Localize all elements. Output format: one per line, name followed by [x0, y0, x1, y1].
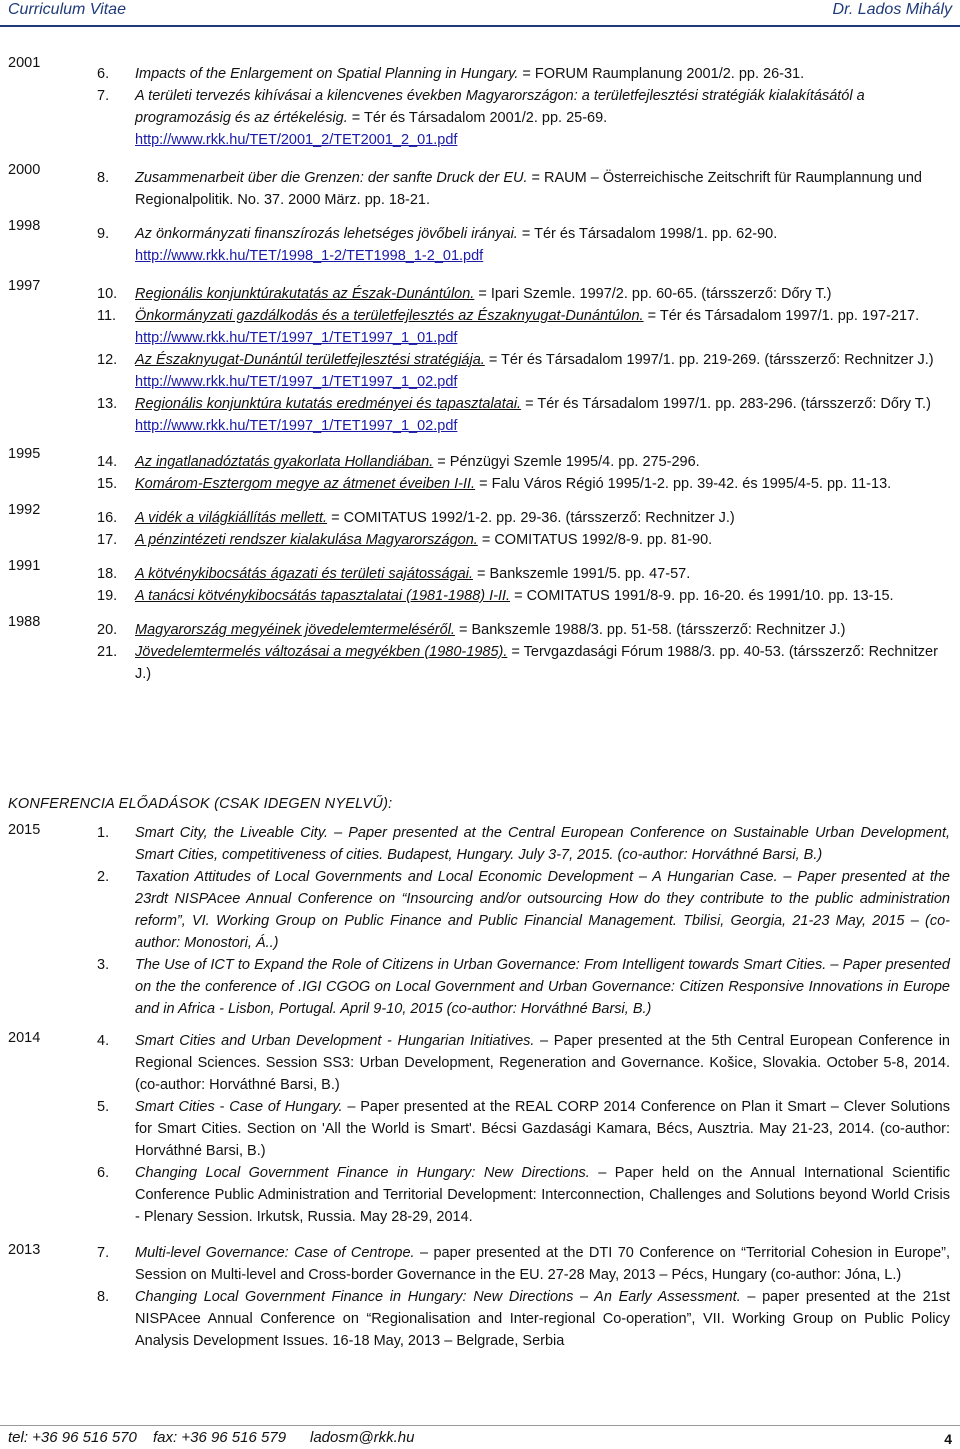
- page-number: 4: [944, 1431, 952, 1447]
- publication-item: [97, 507, 950, 529]
- conference-title: The Use of ICT to Expand the Role of Citizens in Urban Governance: From Intelligent towards Smart Cities.: [135, 957, 827, 973]
- publication-title: Önkormányzati gazdálkodás és a területfejlesztés az Északnyugat-Dunántúlon.: [135, 308, 644, 324]
- item-number: 2.: [97, 869, 110, 885]
- footer-email[interactable]: ladosm@rkk.hu: [310, 1429, 415, 1446]
- publication-title: Jövedelemtermelés változásai a megyékben (1980-1985).: [135, 644, 508, 660]
- conference-title: Smart Cities and Urban Development - Hungarian Initiatives.: [135, 1033, 535, 1049]
- item-number: 17.: [97, 532, 118, 548]
- item-number: 7.: [97, 1245, 110, 1261]
- publication-item: [97, 283, 950, 305]
- item-number: 6.: [97, 1165, 110, 1181]
- conference-details: – Paper presented at the 23rdt NISPAcee Annual Conference on “Insourcing and/or outsourcing How do they contribute to the public administration reform”, VI. Working Group on Public Finance and Public Financial Management. Tbilisi, Georgia, 21-23 May, 2015 – (co-author: Monostori, Á..): [135, 869, 950, 951]
- publication-source: = COMITATUS 1992/8-9. pp. 81-90.: [477, 532, 713, 548]
- conference-item: [97, 866, 950, 954]
- publication-title: Regionális konjunktúra kutatás eredményei és tapasztalatai.: [135, 396, 522, 412]
- conference-item: [97, 954, 950, 1020]
- conference-title: Changing Local Government Finance in Hungary: New Directions – An Early Assessment.: [135, 1289, 741, 1305]
- publication-item: [97, 85, 950, 151]
- publication-item: [97, 473, 950, 495]
- publication-title: Az önkormányzati finanszírozás lehetséges jövőbeli irányai.: [135, 226, 518, 242]
- year-label: 2000: [8, 162, 41, 178]
- conference-details: – Paper held on the Annual International Scientific Conference Public Administration and Territorial Development: Interconnection, Challenges and Solutions beyond World Crisis - Plenary Session. Irkutsk, Russia. May 28-29, 2014.: [135, 1165, 950, 1225]
- footer-phone: tel: +36 96 516 570: [8, 1429, 137, 1446]
- conference-details: – Paper presented at the 5th Central European Conference in Regional Sciences. Session SS3: Urban Development, Regeneration and Governance. Košice, Slovakia. October 5-8, 2014. (co-author: Horváthné Barsi, B.): [135, 1033, 950, 1093]
- publication-link[interactable]: http://www.rkk.hu/TET/1997_1/TET1997_1_02.pdf: [135, 418, 458, 434]
- publication-title: Az Északnyugat-Dunántúl területfejlesztési stratégiája.: [135, 352, 485, 368]
- item-number: 4.: [97, 1033, 110, 1049]
- footer-fax: fax: +36 96 516 579: [153, 1429, 287, 1446]
- item-number: 21.: [97, 644, 118, 660]
- year-group: [0, 55, 960, 151]
- item-number: 18.: [97, 566, 118, 582]
- conference-details: – paper presented at the 21st NISPAcee Annual Conference on “Regionalisation and Inter-regional Co-operation”, VII. Working Group on Public Policy Analysis Development Issues. 16-18 May, 2013 – Belgrade, Serbia: [135, 1289, 950, 1349]
- item-number: 8.: [97, 170, 110, 186]
- year-label: 2001: [8, 55, 41, 71]
- footer-divider: [0, 1425, 960, 1426]
- year-label: 1995: [8, 446, 41, 462]
- publication-item: [97, 305, 950, 349]
- publication-item: [97, 349, 950, 393]
- publication-title: Komárom-Esztergom megye az átmenet éveiben I-II.: [135, 476, 476, 492]
- publication-title: Zusammenarbeit über die Grenzen: der sanfte Druck der EU.: [135, 170, 528, 186]
- item-number: 20.: [97, 622, 118, 638]
- conference-details: – Paper presented on the the conference of .IGI CGOG on Local Government and Urban Governance: Citizen Responsive Innovations in Europe and in Africa - Lisbon, Portugal. April 9-10, 2015 (co-author: Horváthné Barsi, B.): [135, 957, 950, 1017]
- item-number: 16.: [97, 510, 118, 526]
- publication-source: = COMITATUS 1991/8-9. pp. 16-20. és 1991/10. pp. 13-15.: [510, 588, 894, 604]
- item-number: 9.: [97, 226, 110, 242]
- year-group: [0, 278, 960, 437]
- item-number: 15.: [97, 476, 118, 492]
- year-label: 2015: [8, 822, 41, 838]
- publication-source: = Bankszemle 1988/3. pp. 51-58. (társszerző: Rechnitzer J.): [454, 622, 846, 638]
- conference-item: [97, 1030, 950, 1096]
- publications-list: [0, 27, 960, 685]
- item-number: 6.: [97, 66, 110, 82]
- publication-source: = Tér és Társadalom 1997/1. pp. 197-217.: [643, 308, 920, 324]
- publication-title: Impacts of the Enlargement on Spatial Planning in Hungary.: [135, 66, 519, 82]
- publication-source: = Tér és Társadalom 1998/1. pp. 62-90.: [517, 226, 778, 242]
- year-group: [0, 558, 960, 607]
- item-number: 3.: [97, 957, 110, 973]
- conference-title: Smart City, the Liveable City.: [135, 825, 329, 841]
- publication-title: Regionális konjunktúrakutatás az Észak-Dunántúlon.: [135, 286, 475, 302]
- publication-link[interactable]: http://www.rkk.hu/TET/2001_2/TET2001_2_01.pdf: [135, 132, 458, 148]
- publication-link[interactable]: http://www.rkk.hu/TET/1998_1-2/TET1998_1-2_01.pdf: [135, 248, 484, 264]
- publication-source: = FORUM Raumplanung 2001/2. pp. 26-31.: [518, 66, 805, 82]
- item-number: 5.: [97, 1099, 110, 1115]
- publication-item: [97, 619, 950, 641]
- year-group: [0, 502, 960, 551]
- publication-item: [97, 167, 950, 211]
- year-group: [0, 614, 960, 685]
- publication-source: = Falu Város Régió 1995/1-2. pp. 39-42. és 1995/4-5. pp. 11-13.: [475, 476, 892, 492]
- year-group: [0, 218, 960, 267]
- item-number: 8.: [97, 1289, 110, 1305]
- conference-item: [97, 1162, 950, 1228]
- item-number: 1.: [97, 825, 110, 841]
- publication-source: = Bankszemle 1991/5. pp. 47-57.: [472, 566, 691, 582]
- conference-list: [0, 822, 960, 1352]
- conference-title: Changing Local Government Finance in Hungary: New Directions.: [135, 1165, 590, 1181]
- publication-title: A kötvénykibocsátás ágazati és területi sajátosságai.: [135, 566, 473, 582]
- conference-item: [97, 822, 950, 866]
- conference-title: Smart Cities - Case of Hungary.: [135, 1099, 343, 1115]
- conference-title: Multi-level Governance: Case of Centrope.: [135, 1245, 415, 1261]
- publication-item: [97, 63, 950, 85]
- conference-title: Taxation Attitudes of Local Governments and Local Economic Development – A Hungarian Case.: [135, 869, 778, 885]
- conference-year-group: [0, 822, 960, 1020]
- publication-title: A pénzintézeti rendszer kialakulása Magyarországon.: [135, 532, 478, 548]
- header-title: Curriculum Vitae: [8, 1, 126, 18]
- item-number: 7.: [97, 88, 110, 104]
- publication-source: = Tervgazdasági Fórum 1988/3. pp. 40-53. (társszerző: Rechnitzer J.): [135, 644, 938, 682]
- publication-link[interactable]: http://www.rkk.hu/TET/1997_1/TET1997_1_02.pdf: [135, 374, 458, 390]
- publication-source: = RAUM – Österreichische Zeitschrift für Raumplannung und Regionalpolitik. No. 37. 2000 März. pp. 18-21.: [135, 170, 922, 208]
- publication-title: A vidék a világkiállítás mellett.: [135, 510, 328, 526]
- publication-source: = Ipari Szemle. 1997/2. pp. 60-65. (társszerző: Dőry T.): [474, 286, 832, 302]
- item-number: 19.: [97, 588, 118, 604]
- publication-item: [97, 641, 950, 685]
- publication-source: = Tér és Társadalom 1997/1. pp. 283-296. (társszerző: Dőry T.): [521, 396, 931, 412]
- publication-item: [97, 393, 950, 437]
- publication-title: Magyarország megyéinek jövedelemtermeléséről.: [135, 622, 455, 638]
- item-number: 13.: [97, 396, 118, 412]
- year-group: [0, 446, 960, 495]
- publication-source: = Tér és Társadalom 2001/2. pp. 25-69.: [347, 110, 608, 126]
- conference-details: – paper presented at the DTI 70 Conference on “Territorial Cohesion in Europe”, Session on Multi-level and Cross-border Governance in the EU. 27-28 May, 2013 – Pécs, Hungary (co-author: Jóna, L.): [135, 1245, 950, 1283]
- publication-title: A területi tervezés kihívásai a kilencvenes években Magyarországon: a területfejlesztési stratégiák kialakításától a programozásig és az értékelésig.: [135, 88, 865, 126]
- year-label: 2014: [8, 1030, 41, 1046]
- conference-item: [97, 1242, 950, 1286]
- conference-item: [97, 1286, 950, 1352]
- year-label: 1997: [8, 278, 41, 294]
- publication-source: = Pénzügyi Szemle 1995/4. pp. 275-296.: [433, 454, 700, 470]
- conference-year-group: [0, 1242, 960, 1352]
- item-number: 11.: [97, 308, 117, 324]
- header-author: Dr. Lados Mihály: [832, 1, 952, 18]
- item-number: 12.: [97, 352, 118, 368]
- publication-item: [97, 585, 950, 607]
- publication-item: [97, 529, 950, 551]
- publication-title: Az ingatlanadóztatás gyakorlata Hollandiában.: [135, 454, 434, 470]
- publication-source: = Tér és Társadalom 1997/1. pp. 219-269. (társszerző: Rechnitzer J.): [484, 352, 934, 368]
- publication-source: = COMITATUS 1992/1-2. pp. 29-36. (társszerző: Rechnitzer J.): [327, 510, 735, 526]
- page-header: [0, 0, 960, 26]
- publication-item: [97, 563, 950, 585]
- conference-details: – Paper presented at the Central European Conference on Sustainable Urban Development, Smart Cities, competitiveness of cities. Budapest, Hungary. July 3-7, 2015. (co-author: Horváthné Barsi, B.): [135, 825, 950, 863]
- conference-details: – Paper presented at the REAL CORP 2014 Conference on Plan it Smart – Clever Solutions for Smart Cities. Section on 'All the World is Smart'. Bécsi Gazdasági Kamara, Bécs, Ausztria. May 21-23, 2014. (co-author: Horváthné Barsi, B.): [135, 1099, 950, 1159]
- conference-year-group: [0, 1030, 960, 1228]
- year-group: [0, 162, 960, 211]
- publication-item: [97, 451, 950, 473]
- conference-item: [97, 1096, 950, 1162]
- page-footer: [0, 1425, 960, 1449]
- publication-item: [97, 223, 950, 267]
- year-label: 1992: [8, 502, 41, 518]
- year-label: 1998: [8, 218, 41, 234]
- year-label: 1988: [8, 614, 41, 630]
- year-label: 1991: [8, 558, 41, 574]
- section-title: KONFERENCIA ELŐADÁSOK (CSAK IDEGEN NYELVŰ):: [8, 796, 393, 812]
- publication-link[interactable]: http://www.rkk.hu/TET/1997_1/TET1997_1_01.pdf: [135, 330, 458, 346]
- item-number: 10.: [97, 286, 118, 302]
- item-number: 14.: [97, 454, 118, 470]
- year-label: 2013: [8, 1242, 41, 1258]
- publication-title: A tanácsi kötvénykibocsátás tapasztalatai (1981-1988) I-II.: [135, 588, 511, 604]
